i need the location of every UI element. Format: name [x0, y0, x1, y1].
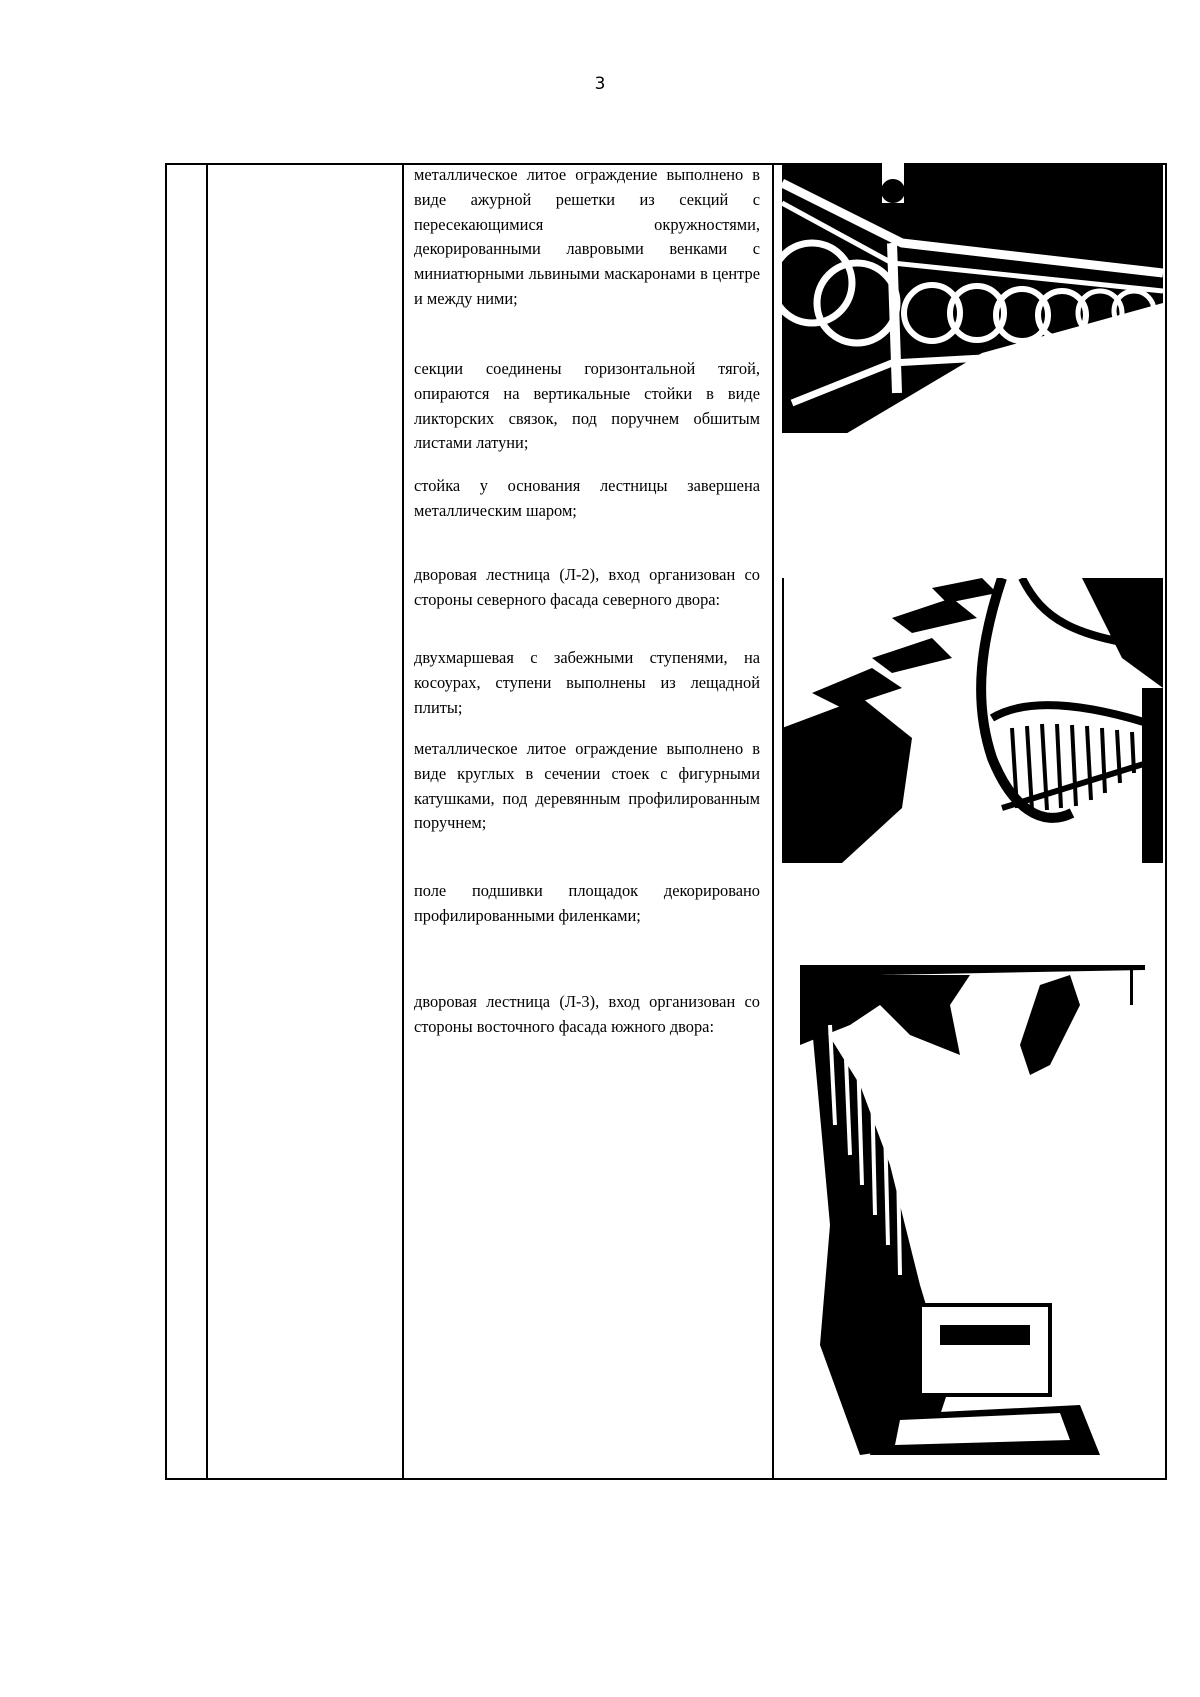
- description-sections-l1: секции соединены горизонтальной тягой, опираются на вертикальные стойки в виде ликторских связок, под поручнем обшитым листами латуни;: [414, 359, 760, 453]
- description-post-ball-l1: стойка у основания лестницы завершена металлическим шаром;: [414, 476, 760, 520]
- table-column-divider-3: [772, 163, 774, 1480]
- table-column-divider-1: [206, 163, 208, 1480]
- description-railing-l1: металлическое литое ограждение выполнено в виде ажурной решетки из секций с пересекающимися окружностями, декорированными лавровыми венками с миниатюрными львиными маскаронами в центре и между ними;: [414, 165, 760, 308]
- page-number: 3: [594, 74, 606, 94]
- description-flights-l2: двухмаршевая с забежными ступенями, на косоурах, ступени выполнены из лещадной плиты;: [414, 648, 760, 717]
- description-staircase-l3: дворовая лестница (Л-3), вход организован со стороны восточного фасада южного двора:: [414, 992, 760, 1036]
- photo-staircase-l2: [782, 578, 1163, 863]
- description-landing-soffit-l2: поле подшивки площадок декорировано профилированными филенками;: [414, 881, 760, 925]
- description-staircase-l2: дворовая лестница (Л-2), вход организован со стороны северного фасада северного двора:: [414, 565, 760, 609]
- description-railing-l2: металлическое литое ограждение выполнено в виде круглых в сечении стоек с фигурными катушками, под деревянным профилированным поручнем;: [414, 739, 760, 833]
- table-column-divider-2: [402, 163, 404, 1480]
- photo-staircase-l3: [800, 965, 1145, 1455]
- photo-railing-l1: [782, 163, 1163, 448]
